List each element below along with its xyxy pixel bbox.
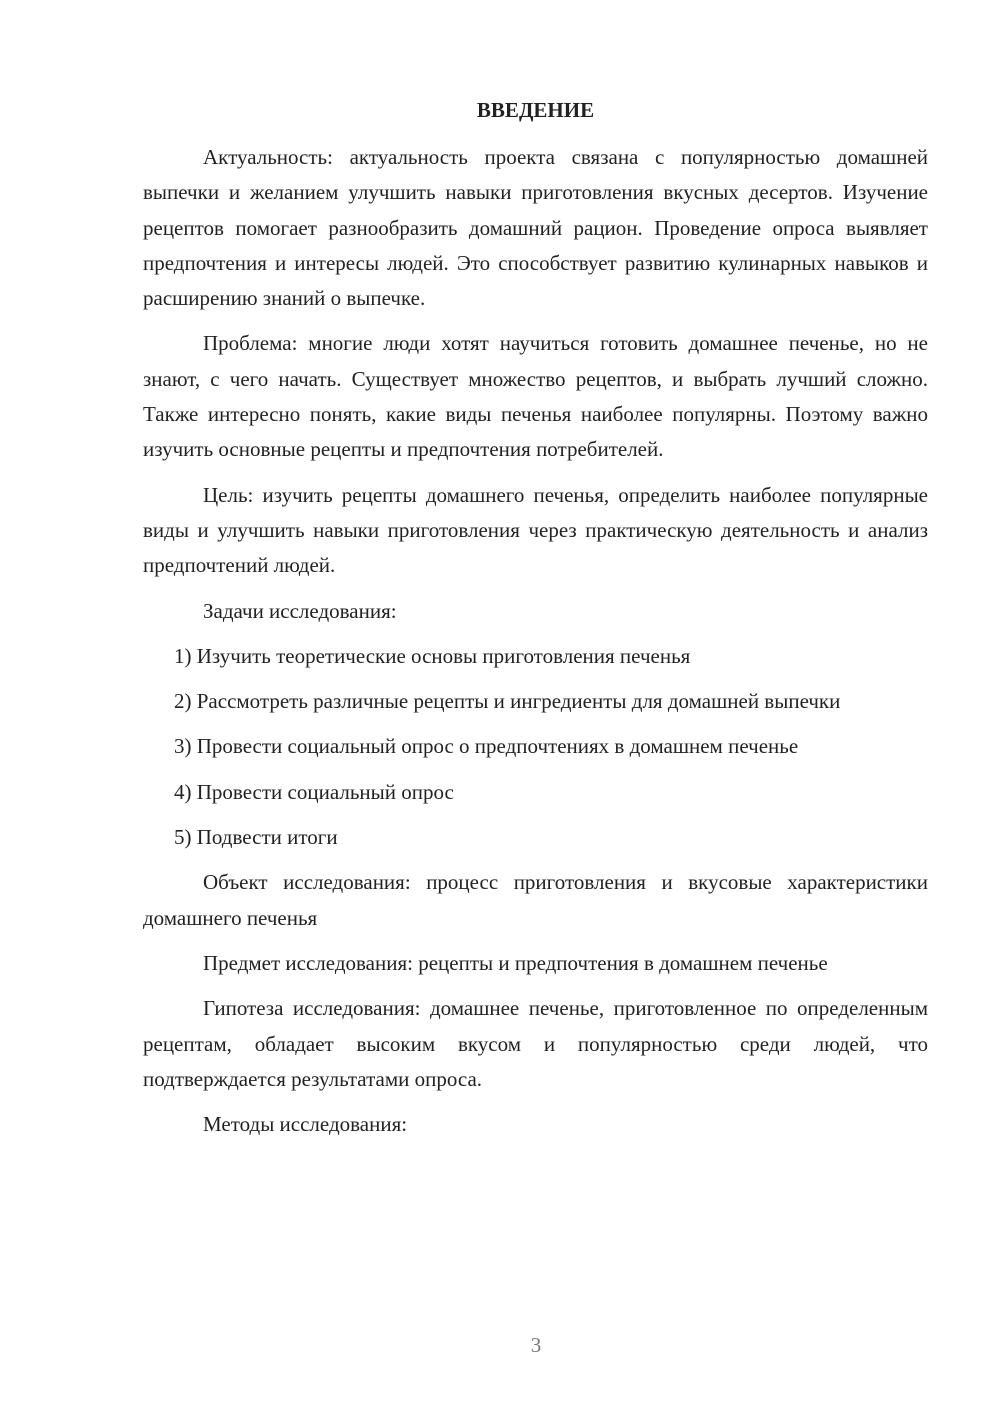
paragraph-hypothesis: Гипотеза исследования: домашнее печенье, приготовленное по определенным рецептам, обладает высоким вкусом и популярностью среди людей, что подтверждается результатами опроса.: [143, 996, 928, 1091]
paragraph-subject: Предмет исследования: рецепты и предпочтения в домашнем печенье: [203, 950, 828, 975]
task-item: 1) Изучить теоретические основы приготовления печенья: [174, 643, 691, 668]
section-title: ВВЕДЕНИЕ: [476, 98, 595, 122]
paragraph-relevance: Актуальность: актуальность проекта связана с популярностью домашней выпечки и желанием улучшить навыки приготовления вкусных десертов. Изучение рецептов помогает разнообразить домашний рацион. Проведение опроса выявляет предпочтения и интересы людей. Это способствует развитию кулинарных навыков и расширению знаний о выпечке.: [143, 145, 928, 311]
page-number: 3: [530, 1333, 542, 1357]
paragraph-methods: Методы исследования:: [203, 1112, 408, 1137]
paragraph-tasks-heading: Задачи исследования:: [203, 598, 397, 623]
paragraph-goal: Цель: изучить рецепты домашнего печенья, определить наиболее популярные виды и улучшить навыки приготовления через практическую деятельность и анализ предпочтений людей.: [143, 482, 928, 578]
task-item: 4) Провести социальный опрос: [174, 779, 454, 804]
task-item: 3) Провести социальный опрос о предпочтениях в домашнем печенье: [174, 734, 799, 759]
task-item: 2) Рассмотреть различные рецепты и ингредиенты для домашней выпечки: [174, 689, 841, 714]
paragraph-object: Объект исследования: процесс приготовления и вкусовые характеристики домашнего печенья: [143, 870, 928, 930]
task-item: 5) Подвести итоги: [174, 825, 338, 850]
paragraph-problem: Проблема: многие люди хотят научиться готовить домашнее печенье, но не знают, с чего начать. Существует множество рецептов, и выбрать лучший сложно. Также интересно понять, какие виды печенья наиболее популярны. Поэтому важно изучить основные рецепты и предпочтения потребителей.: [143, 331, 928, 462]
document-page: [143, 93, 928, 1152]
